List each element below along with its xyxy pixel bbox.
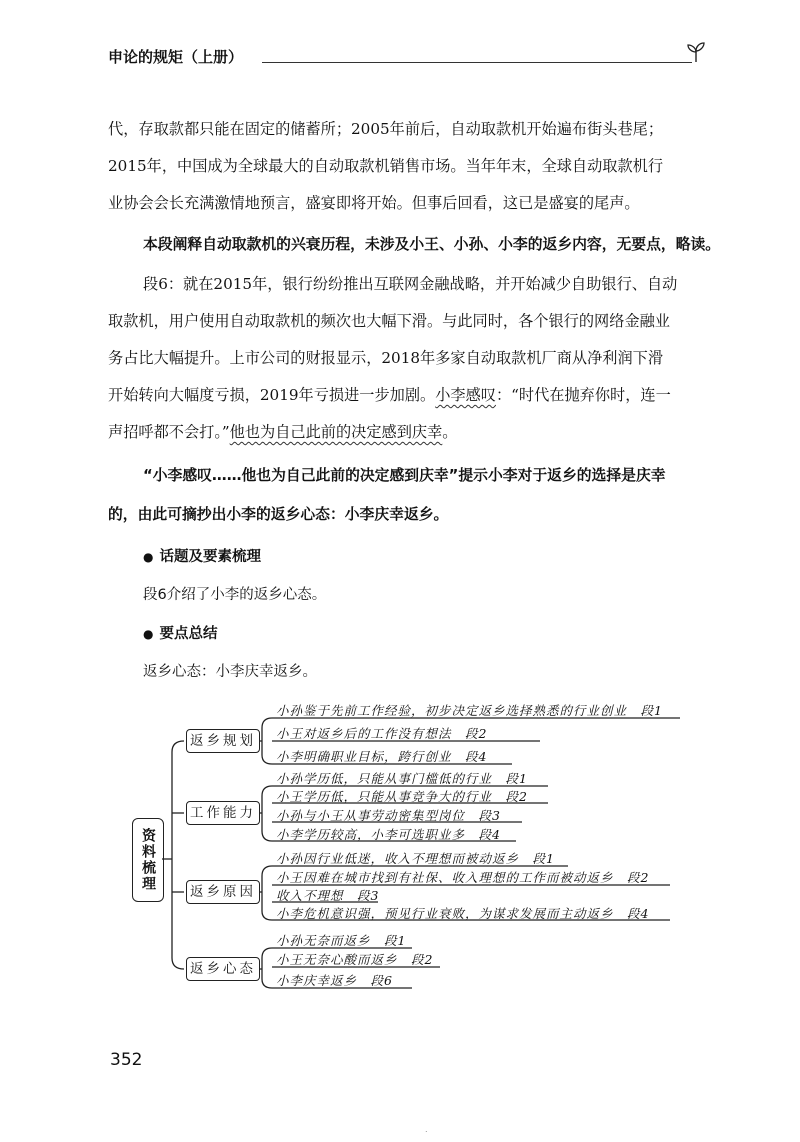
mindmap-item: 小孙鉴于先前工作经验，初步决定返乡选择熟悉的行业创业 段1 (276, 703, 663, 718)
mindmap-item: 小王学历低，只能从事竞争大的行业 段2 (276, 789, 528, 804)
text: 开始转向大幅度亏损，2019年亏损进一步加剧。 (108, 386, 436, 404)
analysis-note: 的，由此可摘抄出小李的返乡心态：小李庆幸返乡。 (108, 506, 449, 523)
mindmap-item: 小孙因行业低迷，收入不理想而被动返乡 段1 (276, 851, 555, 866)
mindmap-root: 资料梳理 (132, 818, 164, 902)
page-number: 352 (110, 1050, 143, 1070)
mindmap-item: 小李明确职业目标，跨行创业 段4 (276, 749, 488, 764)
text: 声招呼都不会打。” (108, 423, 230, 441)
mindmap-item: 小孙与小王从事劳动密集型岗位 段3 (276, 808, 501, 823)
para6-line: 务占比大幅提升。上市公司的财报显示，2018年多家自动取款机厂商从净利润下滑 (108, 349, 664, 367)
section-title: 要点总结 (159, 626, 218, 642)
mindmap-item: 小王因难在城市找到有社保、收入理想的工作而被动返乡 段2 (276, 870, 650, 885)
mindmap-item: 小李危机意识强，预见行业衰败，为谋求发展而主动返乡 段4 (276, 906, 650, 921)
mindmap-category: 工作能力 (186, 801, 260, 825)
mindmap-category: 返乡规划 (186, 729, 260, 753)
cat-bracket (262, 948, 272, 988)
mindmap-item: 小孙学历低，只能从事门槛低的行业 段1 (276, 771, 528, 786)
section-title: 话题及要素梳理 (159, 549, 261, 565)
root-bracket (172, 741, 184, 969)
wavy-underline-text: 他也为自己此前的决定感到庆幸 (229, 423, 443, 441)
mindmap-category: 返乡原因 (186, 880, 260, 904)
mindmap-item: 小李庆幸返乡 段6 (276, 973, 393, 988)
para6-line: 取款机，用户使用自动取款机的频次也大幅下滑。与此同时，各个银行的网络金融业 (108, 312, 670, 330)
section-text: 返乡心态：小李庆幸返乡。 (143, 664, 317, 680)
cat-bracket (262, 786, 272, 841)
mindmap-item: 小王对返乡后的工作没有想法 段2 (276, 726, 488, 741)
mindmap-item: 收入不理想 段3 (276, 888, 380, 903)
text: ：“时代在抛弃你时，连一 (495, 386, 671, 404)
mindmap-item: 小李学历较高，小李可选职业多 段4 (276, 827, 501, 842)
para6-line: 段6：就在2015年，银行纷纷推出互联网金融战略，并开始减少自助银行、自动 (143, 275, 678, 293)
mindmap-item: 小孙无奈而返乡 段1 (276, 933, 407, 948)
paragraph-line: 代，存取款都只能在固定的储蓄所；2005年前后，自动取款机开始遍布街头巷尾； (108, 120, 664, 138)
bullet-icon: ● (143, 550, 154, 564)
cat-bracket (262, 866, 272, 920)
bullet-icon: ● (143, 627, 154, 641)
text: 。 (442, 423, 458, 441)
running-header: 申论的规矩（上册） (108, 48, 244, 66)
paragraph-line: 业协会会长充满激情地预言，盛宴即将开始。但事后回看，这已是盛宴的尾声。 (108, 194, 640, 212)
section-text: 段6介绍了小李的返乡心态。 (143, 587, 327, 603)
wavy-underline-text: 小李感叹 (435, 386, 496, 404)
cat-bracket (262, 718, 272, 764)
mindmap-category: 返乡心态 (186, 957, 260, 981)
analysis-note: 本段阐释自动取款机的兴衰历程，未涉及小王、小孙、小李的返乡内容，无要点，略读。 (143, 236, 721, 253)
paragraph-line: 2015年，中国成为全球最大的自动取款机销售市场。当年年末，全球自动取款机行 (108, 157, 664, 175)
mindmap-item: 小王无奈心酸而返乡 段2 (276, 952, 434, 967)
footer-mark: . (425, 1125, 428, 1134)
analysis-note: “小李感叹……他也为自己此前的决定感到庆幸”提示小李对于返乡的选择是庆幸 (143, 467, 666, 484)
